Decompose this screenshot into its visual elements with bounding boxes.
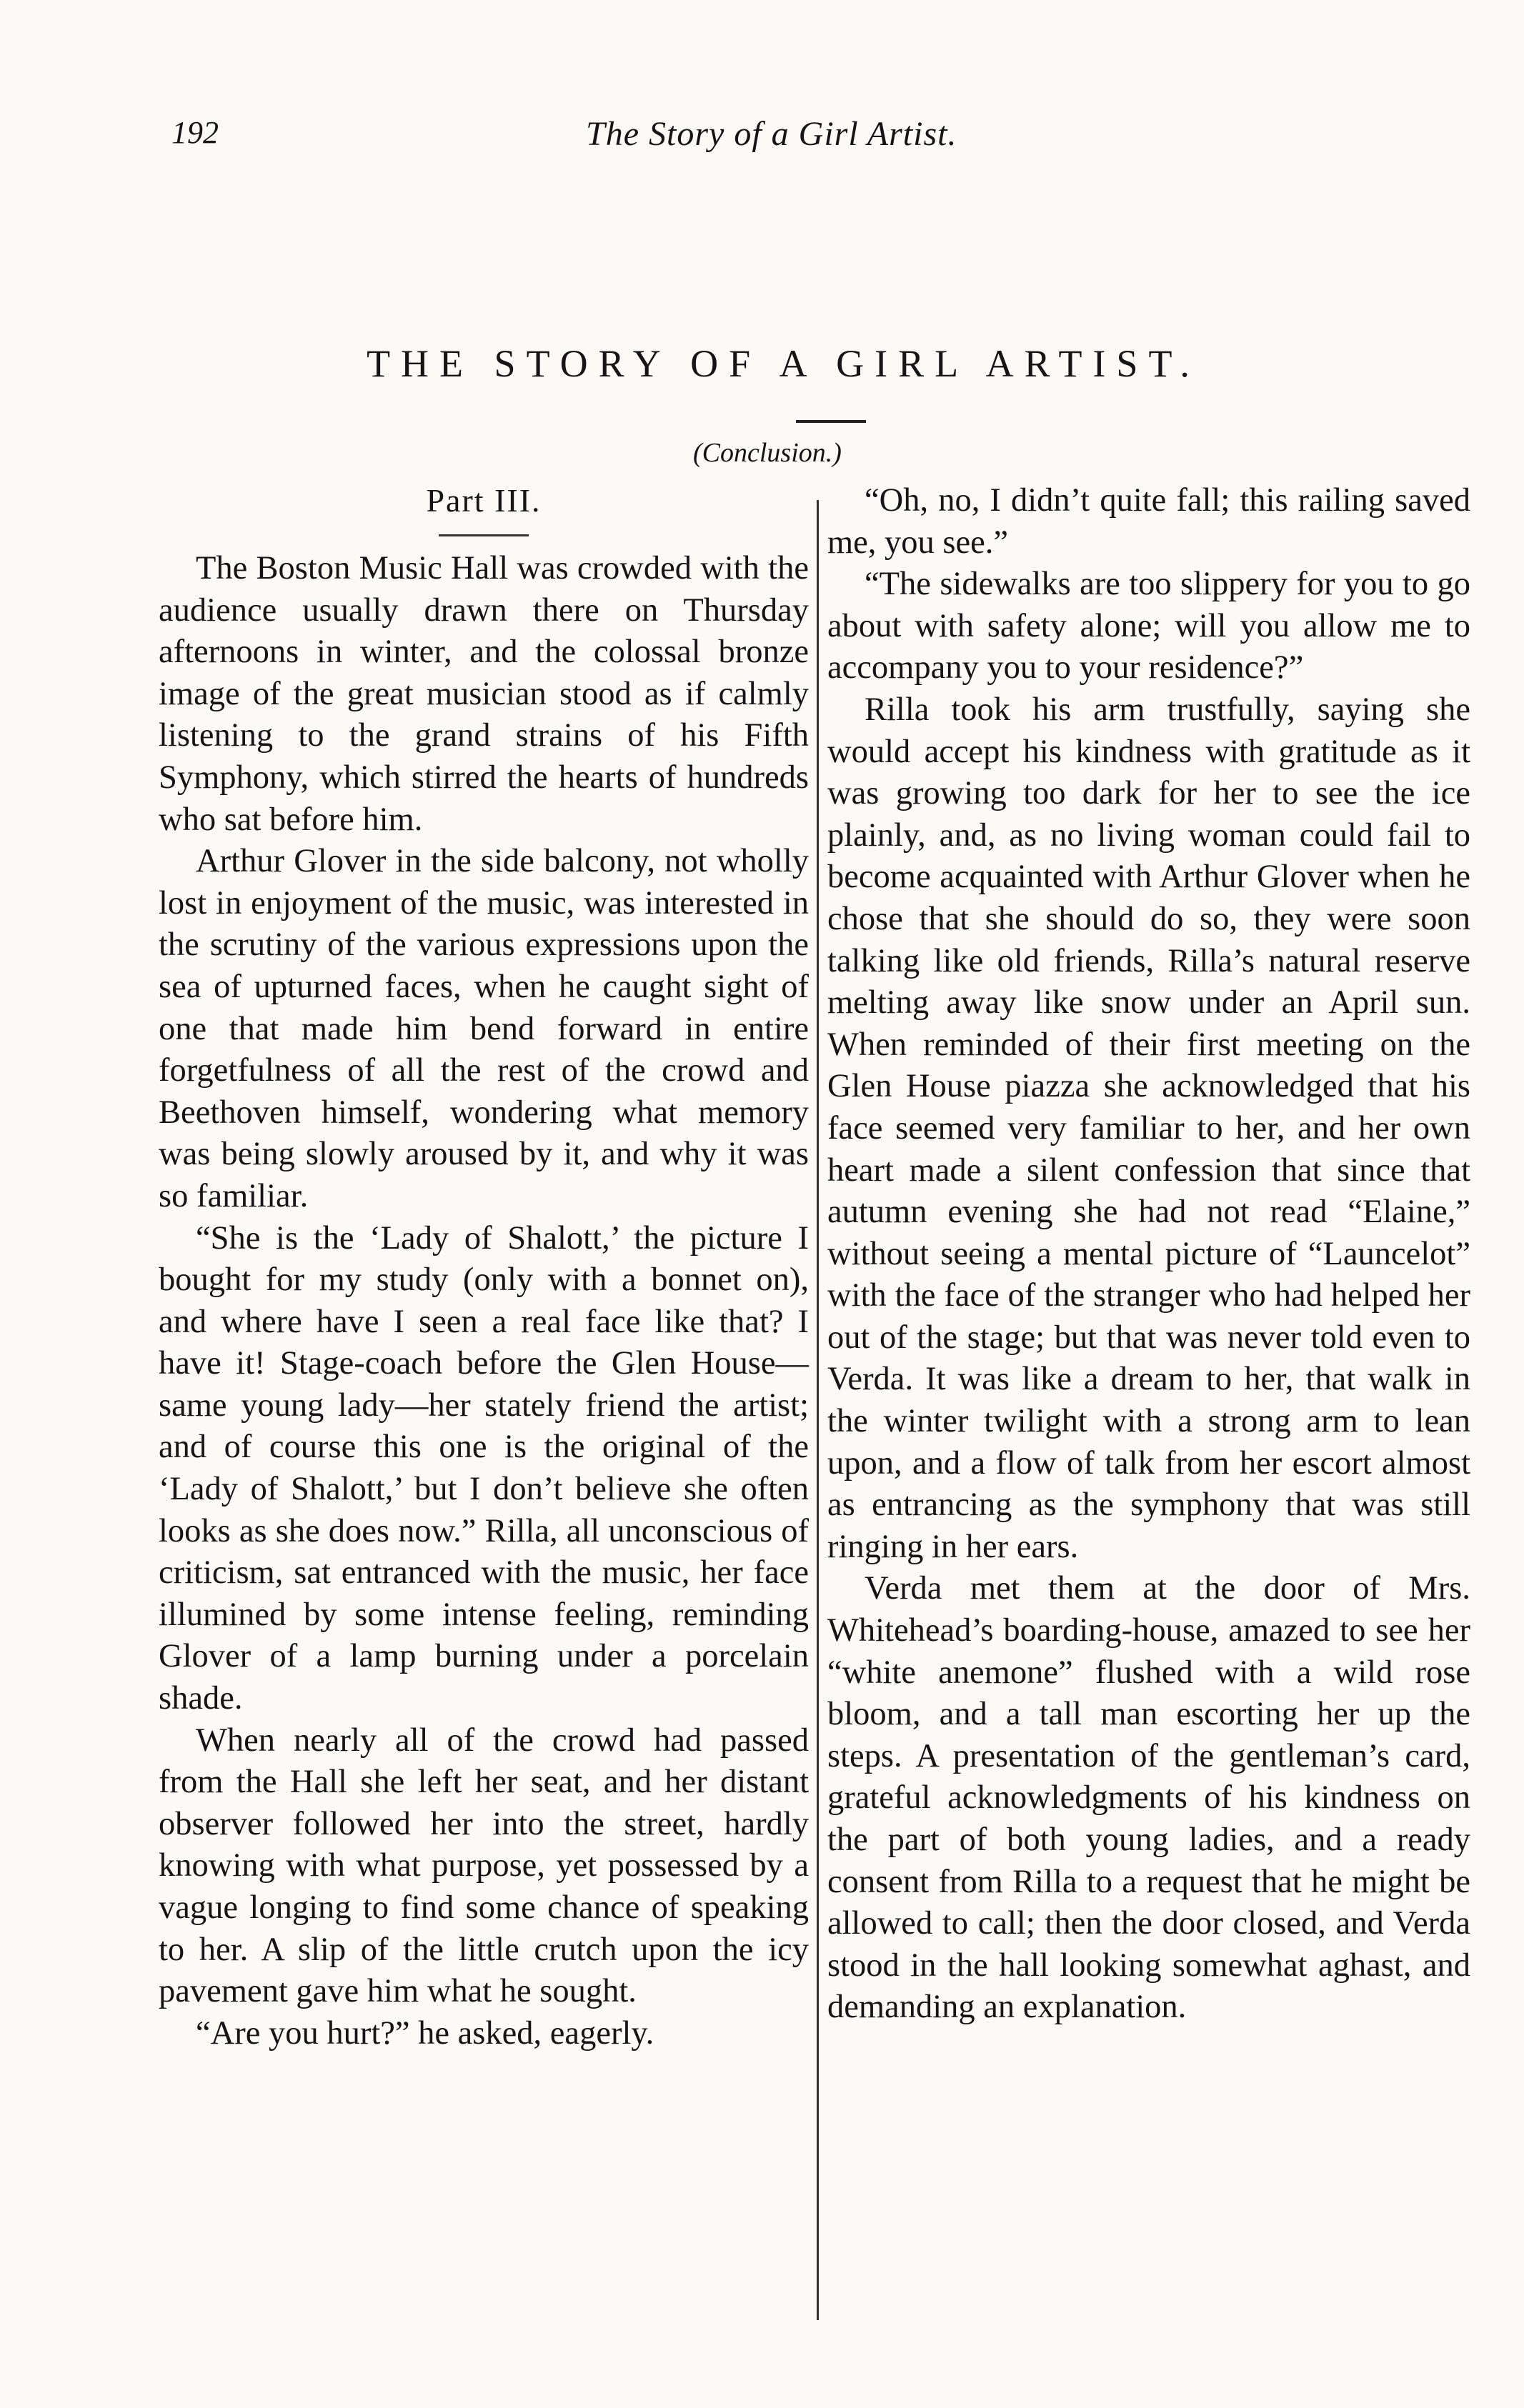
paragraph: The Boston Music Hall was crowded with the audience usually drawn there on Thursday afternoons in winter, and the colossal bronze image of the great musician stood as if calmly listening to the grand strains of his Fifth Symphony, which stirred the hearts of hundreds who sat before him. — [159, 550, 809, 838]
part-heading: Part III. — [426, 482, 542, 519]
paragraph: Verda met them at the door of Mrs. Whitehead’s boarding-house, amazed to see her “white anemone” flushed with a wild rose bloom, and a tall man escorting her up the steps. A presentation of the gentleman’s card, grateful acknowledgments of his kindness on the part of both young ladies, and a ready consent from Rilla to a request that he might be allowed to call; then the door closed, and Verda stood in the hall looking somewhat aghast, and demanding an explanation. — [827, 1570, 1470, 2026]
column-divider — [817, 500, 819, 2320]
paragraph: When nearly all of the crowd had passed from the Hall she left her seat, and her distant observer followed her into the street, hardly knowing with what purpose, yet possessed by a vague longing to find some chance of speaking to her. A slip of the little crutch upon the icy pavement gave him what he sought. — [159, 1722, 809, 2010]
paragraph: “Oh, no, I didn’t quite fall; this railing saved me, you see.” — [827, 482, 1470, 561]
running-head — [171, 114, 1458, 164]
paragraph: Arthur Glover in the side balcony, not wholly lost in enjoyment of the music, was interested in the scrutiny of the various expressions upon the sea of upturned faces, when he caught sight of one that made him bend forward in entire forgetfulness of all the rest of the crowd and Beethoven himself, wondering what memory was being slowly aroused by it, and why it was so familiar. — [159, 843, 809, 1214]
paragraph: Rilla took his arm trustfully, saying she would accept his kindness with gratitude as it was growing too dark for her to see the ice plainly, and, as no living woman could fail to become acquainted with Arthur Glover when he chose that she should do so, they were soon talking like old friends, Rilla’s natural reserve melting away like snow under an April sun. When reminded of their first meeting on the Glen House piazza she acknowledged that his face seemed very familiar to her, and her own heart made a silent confession that since that autumn evening she had not read “Elaine,” without seeing a mental picture of “Launcelot” with the face of the stranger who had helped her out of the stage; but that was never told even to Verda. It was like a dream to her, that walk in the winter twilight with a strong arm to lean upon, and a flow of talk from her escort almost as entrancing as the symphony that was still ringing in her ears. — [827, 691, 1470, 1565]
part-rule — [439, 534, 529, 536]
left-column — [159, 480, 809, 2054]
right-column — [827, 480, 1470, 2029]
article-subtitle: (Conclusion.) — [693, 438, 842, 468]
running-title: The Story of a Girl Artist. — [586, 115, 957, 153]
paragraph: “She is the ‘Lady of Shalott,’ the picture I bought for my study (only with a bonnet on), and where have I seen a real face like that? I have it! Stage-coach before the Glen House—same young lady—her stately friend the artist; and of course this one is the original of the ‘Lady of Shalott,’ but I don’t believe she often looks as she does now.” Rilla, all unconscious of criticism, sat entranced with the music, her face illumined by some intense feeling, reminding Glover of a lamp burning under a porcelain shade. — [159, 1219, 809, 1717]
paragraph: “The sidewalks are too slippery for you to go about with safety alone; will you allow me to accompany you to your residence?” — [827, 566, 1470, 686]
title-rule — [796, 420, 866, 423]
page-number: 192 — [171, 115, 219, 150]
paragraph: “Are you hurt?” he asked, eagerly. — [196, 2014, 654, 2052]
article-title: THE STORY OF A GIRL ARTIST. — [367, 342, 1200, 385]
